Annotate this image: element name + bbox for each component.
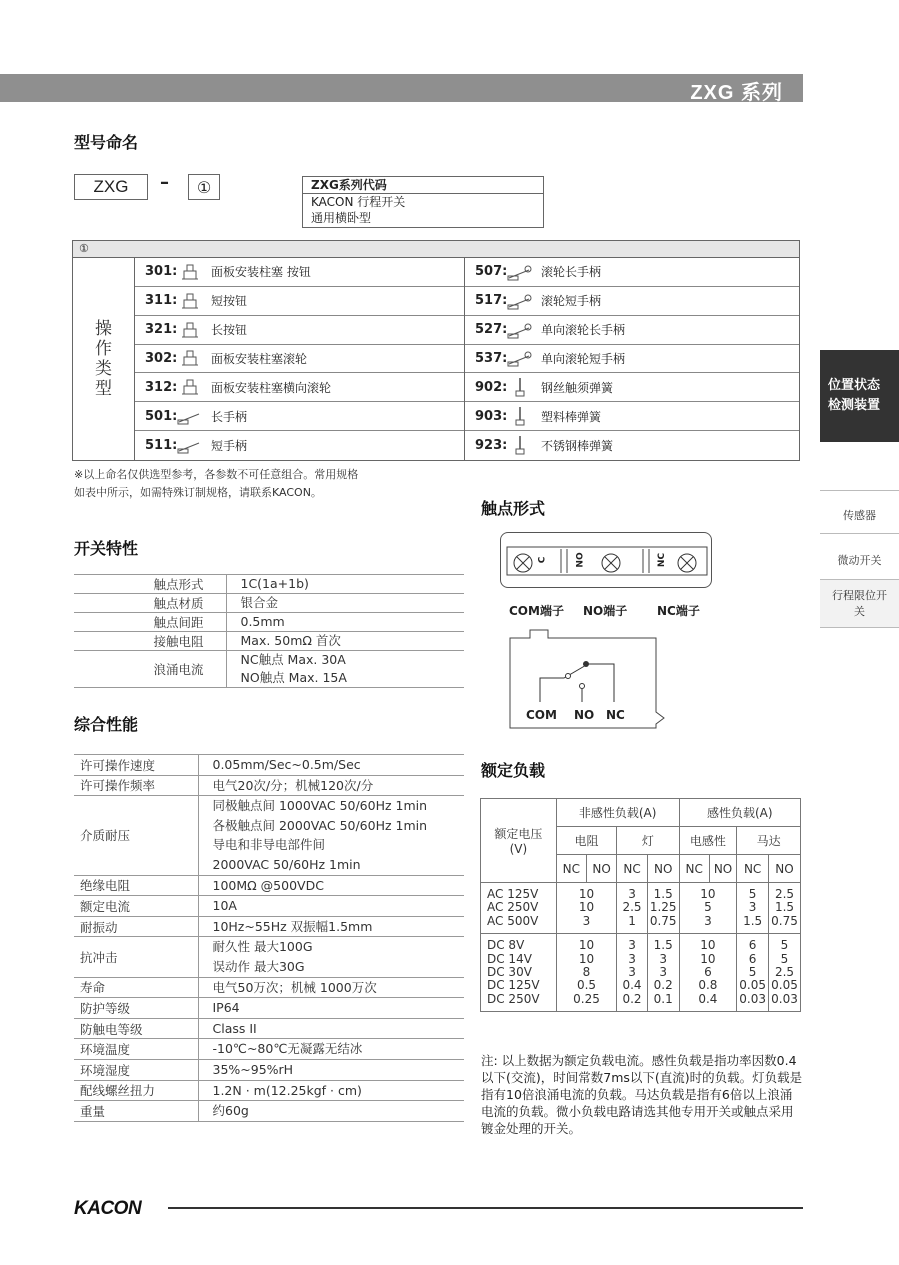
side-char: 操: [95, 319, 112, 339]
spec-value-line: 35%~95%rH: [212, 1061, 294, 1077]
operation-table-header: ①: [73, 241, 799, 258]
spec-key: 防触电等级: [74, 1018, 198, 1039]
operation-label: 面板安装柱塞滚轮: [211, 351, 308, 366]
load-value: 10: [700, 938, 716, 953]
load-value: 1.5: [653, 887, 673, 901]
spec-row: [74, 916, 464, 937]
spec-key: 耐振动: [74, 916, 198, 937]
load-value: DC 14V: [487, 951, 532, 966]
operation-code: 501:: [145, 408, 178, 424]
spec-row: [74, 575, 464, 594]
spec-value: [198, 875, 464, 896]
operation-code: 507:: [475, 264, 508, 280]
sidebar-item-limit-switch[interactable]: 行程限位开关: [820, 580, 899, 628]
spec-row: [74, 1080, 464, 1101]
load-value: 1.5: [774, 900, 795, 915]
spec-row: [74, 998, 464, 1019]
operation-row: [135, 345, 464, 374]
spec-value-line: NO触点 Max. 15A: [240, 670, 347, 685]
operation-label: 短手柄: [211, 438, 248, 453]
spec-value: [198, 998, 464, 1019]
short-button-icon: [175, 291, 205, 311]
legend-title: ZXG系列代码: [303, 177, 543, 194]
load-value: 10: [700, 887, 716, 901]
spec-value-line: 电气50万次；机械 1000万次: [212, 979, 377, 995]
load-value: 6: [704, 965, 712, 980]
load-value: 3: [659, 965, 667, 980]
model-dash: –: [160, 172, 169, 193]
terminal-diagram: [500, 532, 712, 588]
panel-plunger-roller-icon: [175, 348, 205, 368]
load-value: 0.8: [698, 978, 718, 993]
no-terminal-label: NO端子: [583, 604, 628, 618]
model-naming-title: 型号命名: [74, 133, 139, 152]
circuit-nc-label: NC: [606, 708, 625, 722]
spec-value-line: NC触点 Max. 30A: [240, 652, 346, 667]
nc-header: NC: [737, 855, 769, 883]
load-value: 3: [659, 951, 667, 966]
spec-value: [198, 1101, 464, 1122]
load-value: 6: [748, 951, 757, 966]
spec-key: 寿命: [74, 977, 198, 998]
general-performance-title: 综合性能: [74, 715, 139, 734]
load-value: 3: [628, 965, 636, 980]
load-value: 2.5: [622, 900, 642, 915]
load-value: 5: [748, 887, 757, 901]
resistance-header: 电阻: [556, 827, 617, 855]
operation-code: 527:: [475, 322, 508, 338]
operation-row: [465, 258, 799, 287]
load-value: 3: [748, 900, 757, 915]
load-value: 10: [578, 938, 595, 953]
load-lamp-nc-cell: [617, 883, 648, 934]
com-terminal-label: COM端子: [509, 604, 564, 618]
header-band: [0, 74, 803, 102]
footer-rule: [168, 1207, 803, 1209]
plastic-rod-spring-icon: [505, 406, 535, 426]
load-res-cell: [556, 883, 617, 934]
load-value: DC 8V: [487, 938, 525, 953]
nc-header: NC: [556, 855, 586, 883]
operation-row: [135, 316, 464, 345]
operation-row: [135, 258, 464, 287]
spec-row: [74, 796, 464, 875]
load-value: 1.5: [653, 938, 673, 953]
rated-load-title: 额定负载: [481, 761, 546, 780]
load-motor-nc-cell: [737, 934, 769, 1012]
sidebar-item-micro-switch[interactable]: 微动开关: [820, 534, 899, 580]
operation-code: 903:: [475, 408, 508, 424]
voltage-header: 额定电压 (V): [481, 799, 557, 883]
spec-row: [74, 651, 464, 688]
operation-row: [465, 316, 799, 345]
lamp-header: 灯: [617, 827, 679, 855]
note-line: ※以上命名仅供选型参考，各参数不可任意组合。常用规格: [74, 468, 359, 481]
circuit-com-label: COM: [526, 708, 557, 722]
panel-plunger-button-icon: [175, 262, 205, 282]
model-code-box: ZXG: [74, 174, 148, 200]
load-value: 3: [582, 913, 591, 928]
side-char: 作: [95, 339, 112, 359]
spec-value: [198, 796, 464, 875]
spec-row: [74, 896, 464, 917]
load-value: 5: [704, 900, 712, 915]
load-value: 0.03: [771, 991, 798, 1006]
selection-note: [74, 466, 358, 502]
spec-value-line: 导电和非导电部件间: [212, 837, 326, 853]
spec-value: [198, 1080, 464, 1101]
spec-row: [74, 977, 464, 998]
spec-value-line: Max. 50mΩ 首次: [240, 633, 341, 648]
operation-code: 537:: [475, 350, 508, 366]
operation-row: [135, 402, 464, 431]
spec-row: [74, 1059, 464, 1080]
spec-key: 介质耐压: [74, 796, 198, 875]
load-value: AC 250V: [487, 900, 539, 915]
roller-long-lever-icon: [505, 263, 535, 281]
spec-value: [226, 613, 464, 632]
operation-code: 321:: [145, 322, 178, 338]
load-value: 3: [704, 913, 712, 928]
terminal-mark-c: C: [537, 556, 548, 564]
spec-value: [198, 896, 464, 917]
load-value: 0.2: [653, 978, 673, 993]
inductance-header: 电感性: [679, 827, 737, 855]
spec-row: [74, 594, 464, 613]
load-ind-cell: [679, 934, 737, 1012]
operation-code: 517:: [475, 293, 508, 309]
load-value: 1.5: [743, 913, 763, 928]
spec-value-line: 电气20次/分；机械120次/分: [212, 777, 374, 793]
sidebar-active-line: 检测装置: [828, 398, 881, 413]
load-value: 0.1: [653, 991, 673, 1006]
load-value: 0.4: [622, 978, 642, 993]
spec-key: 重量: [74, 1101, 198, 1122]
spec-key: 防护等级: [74, 998, 198, 1019]
load-value: 0.5: [576, 978, 597, 993]
load-ind-cell: [679, 883, 737, 934]
spec-key: 环境湿度: [74, 1059, 198, 1080]
spec-row: [74, 613, 464, 632]
load-value: 0.75: [649, 913, 677, 928]
spec-value-line: 各极触点间 2000VAC 50/60Hz 1min: [212, 817, 428, 833]
spec-row: [74, 937, 464, 977]
nc-header: NC: [617, 855, 648, 883]
legend-line: KACON 行程开关: [311, 195, 406, 209]
spec-key: 触点形式: [74, 575, 226, 594]
load-value: DC 30V: [487, 965, 532, 980]
spec-key: 浪涌电流: [74, 651, 226, 688]
panel-plunger-cross-roller-icon: [175, 377, 205, 397]
one-way-roller-long-lever-icon: [505, 321, 535, 339]
side-char: 型: [95, 379, 112, 399]
spec-value: [198, 1059, 464, 1080]
spec-value-line: 0.5mm: [240, 614, 285, 629]
spec-value: [198, 1039, 464, 1060]
spec-key: 额定电流: [74, 896, 198, 917]
switch-features-title: 开关特性: [74, 539, 139, 558]
load-lamp-nc-cell: [617, 934, 648, 1012]
nc-header: NC: [679, 855, 709, 883]
spec-row: [74, 632, 464, 651]
spec-value: [226, 594, 464, 613]
load-value: 1.25: [649, 900, 677, 915]
load-value: AC 125V: [487, 887, 539, 901]
sidebar-active-section[interactable]: [820, 350, 899, 442]
spec-value: [198, 937, 464, 977]
spec-key: 接触电阻: [74, 632, 226, 651]
spec-row: [74, 875, 464, 896]
roller-short-lever-icon: [505, 292, 535, 310]
operation-right-column: [465, 258, 799, 460]
load-value: 6: [748, 938, 757, 953]
model-legend: [302, 176, 544, 228]
load-value: 10: [578, 951, 595, 966]
operation-code: 312:: [145, 379, 178, 395]
kacon-logo: KACON: [74, 1198, 142, 1219]
spec-value-line: 100MΩ @500VDC: [212, 877, 324, 893]
operation-label: 面板安装柱塞 按钮: [211, 265, 311, 280]
operation-code: 923:: [475, 437, 508, 453]
spec-value-line: 10Hz~55Hz 双振幅1.5mm: [212, 918, 373, 934]
terminal-drawing: [501, 533, 713, 589]
operation-label: 塑料棒弹簧: [541, 409, 602, 424]
long-lever-icon: [175, 407, 205, 425]
load-value: 0.4: [698, 991, 718, 1006]
series-title: ZXG 系列: [690, 82, 783, 104]
spec-value-line: 银合金: [240, 595, 279, 610]
spec-row: [74, 1039, 464, 1060]
spec-value: [226, 632, 464, 651]
load-value: 2.5: [774, 887, 795, 901]
spec-key: 配线螺丝扭力: [74, 1080, 198, 1101]
side-char: 类: [95, 359, 112, 379]
terminal-mark-no: NO: [575, 552, 586, 568]
operation-label: 长按钮: [211, 323, 248, 338]
inductive-header: 感性负载(A): [679, 799, 800, 827]
load-value: 0.25: [573, 991, 600, 1006]
spec-row: [74, 775, 464, 796]
legend-line: 通用横卧型: [311, 211, 372, 225]
spec-key: 许可操作频率: [74, 775, 198, 796]
no-header: NO: [709, 855, 736, 883]
load-value: 10: [700, 951, 716, 966]
operation-code: 302:: [145, 350, 178, 366]
load-value: 3: [628, 938, 636, 953]
spec-value: [198, 775, 464, 796]
operation-label: 钢丝触须弹簧: [541, 380, 614, 395]
load-value: DC 125V: [487, 978, 540, 993]
load-value: 10: [578, 900, 595, 915]
load-motor-no-cell: [768, 934, 800, 1012]
note-line: 如表中所示，如需特殊订制规格，请联系KACON。: [74, 486, 322, 499]
steel-rod-spring-icon: [505, 435, 535, 455]
general-performance-table: [74, 754, 464, 1122]
load-value: 0.2: [622, 991, 642, 1006]
spec-value: [226, 575, 464, 594]
short-lever-icon: [175, 436, 205, 454]
spec-key: 许可操作速度: [74, 755, 198, 776]
spec-value-line: IP64: [212, 1000, 240, 1016]
operation-type-label: [73, 258, 135, 460]
spec-value: [226, 651, 464, 688]
spec-key: 触点材质: [74, 594, 226, 613]
spec-value-line: -10℃~80℃无凝露无结冰: [212, 1041, 363, 1057]
circuit-no-label: NO: [574, 708, 595, 722]
operation-left-column: [135, 258, 465, 460]
operation-code: 511:: [145, 437, 178, 453]
spec-value: [198, 755, 464, 776]
operation-code: 311:: [145, 293, 178, 309]
spec-value-line: 2000VAC 50/60Hz 1min: [212, 856, 361, 872]
spec-key: 抗冲击: [74, 937, 198, 977]
load-value: AC 500V: [487, 913, 539, 928]
load-value: 3: [628, 887, 636, 901]
spec-value-line: 1.2N · m(12.25kgf · cm): [212, 1082, 362, 1098]
motor-header: 马达: [737, 827, 801, 855]
terminal-mark-nc: NC: [657, 552, 668, 568]
spec-value-line: 0.05mm/Sec~0.5m/Sec: [212, 757, 361, 772]
rated-load-table: [480, 798, 801, 1012]
operation-row: [135, 373, 464, 402]
load-value: 10: [578, 887, 595, 901]
load-motor-no-cell: [768, 883, 800, 934]
load-value: 3: [628, 951, 636, 966]
spec-key: 绝缘电阻: [74, 875, 198, 896]
load-lamp-no-cell: [647, 934, 679, 1012]
switch-features-table: [74, 574, 464, 688]
spec-value-line: 1C(1a+1b): [240, 576, 309, 591]
load-motor-nc-cell: [737, 883, 769, 934]
operation-label: 单向滚轮长手柄: [541, 323, 626, 338]
load-res-cell: [556, 934, 617, 1012]
sidebar-active-line: 位置状态: [828, 378, 881, 393]
operation-row: [465, 402, 799, 431]
circuit-diagram: [506, 626, 666, 730]
spec-row: [74, 1018, 464, 1039]
spec-row: [74, 1101, 464, 1122]
operation-row: [135, 287, 464, 316]
operation-row: [465, 431, 799, 460]
load-volt-cell: [481, 883, 557, 934]
operation-label: 滚轮短手柄: [541, 294, 602, 309]
operation-label: 长手柄: [211, 409, 248, 424]
spec-value-line: 10A: [212, 898, 237, 914]
spec-value: [198, 1018, 464, 1039]
load-value: 2.5: [774, 965, 795, 980]
spec-value-line: 约60g: [212, 1103, 249, 1119]
load-value: 5: [780, 938, 789, 953]
load-value: 0.03: [739, 991, 766, 1006]
load-volt-cell: [481, 934, 557, 1012]
sidebar-item-sensor[interactable]: 传感器: [820, 490, 899, 534]
rated-load-note: 注: 以上数据为额定负载电流。感性负载是指功率因数0.4以下(交流)，时间常数7ms以下(直流)时的负载。灯负载是指有10倍浪涌电流的负载。马达负载是指有6倍以上浪涌电流的负载。微小负载电路请选其他专用开关或触点采用镀金处理的开关。: [481, 1053, 803, 1136]
operation-label: 面板安装柱塞横向滚轮: [211, 380, 332, 395]
operation-row: [465, 345, 799, 374]
spec-value: [198, 977, 464, 998]
operation-row: [135, 431, 464, 460]
load-value: 0.05: [771, 978, 798, 993]
operation-label: 单向滚轮短手柄: [541, 351, 626, 366]
load-lamp-no-cell: [647, 883, 679, 934]
operation-label: 滚轮长手柄: [541, 265, 602, 280]
spec-row: [74, 755, 464, 776]
operation-row: [465, 287, 799, 316]
non-inductive-header: 非感性负载(A): [556, 799, 679, 827]
load-value: 5: [748, 965, 757, 980]
load-value: 0.75: [771, 913, 798, 928]
no-header: NO: [768, 855, 800, 883]
nc-terminal-label: NC端子: [657, 604, 700, 618]
load-value: 0.05: [739, 978, 766, 993]
operation-code: 902:: [475, 379, 508, 395]
operation-label: 短按钮: [211, 294, 248, 309]
contact-form-title: 触点形式: [481, 499, 546, 518]
no-header: NO: [586, 855, 616, 883]
no-header: NO: [647, 855, 679, 883]
wire-spring-icon: [505, 377, 535, 397]
spec-key: 触点间距: [74, 613, 226, 632]
load-value: 5: [780, 951, 789, 966]
spec-value-line: Class II: [212, 1020, 257, 1036]
spec-value-line: 同极触点间 1000VAC 50/60Hz 1min: [212, 798, 428, 814]
one-way-roller-short-lever-icon: [505, 349, 535, 367]
load-group-row: [481, 883, 801, 934]
load-value: DC 250V: [487, 991, 540, 1006]
operation-label: 不锈钢棒弹簧: [541, 438, 614, 453]
operation-type-table: [72, 240, 800, 461]
long-button-icon: [175, 320, 205, 340]
load-value: 1: [628, 913, 636, 928]
load-group-row: [481, 934, 801, 1012]
spec-value-line: 耐久性 最大100G: [212, 939, 313, 955]
load-value: 8: [582, 965, 591, 980]
spec-value: [198, 916, 464, 937]
spec-value-line: 误动作 最大30G: [212, 958, 305, 974]
model-option-box: ①: [188, 174, 220, 200]
spec-key: 环境温度: [74, 1039, 198, 1060]
operation-row: [465, 373, 799, 402]
operation-code: 301:: [145, 264, 178, 280]
